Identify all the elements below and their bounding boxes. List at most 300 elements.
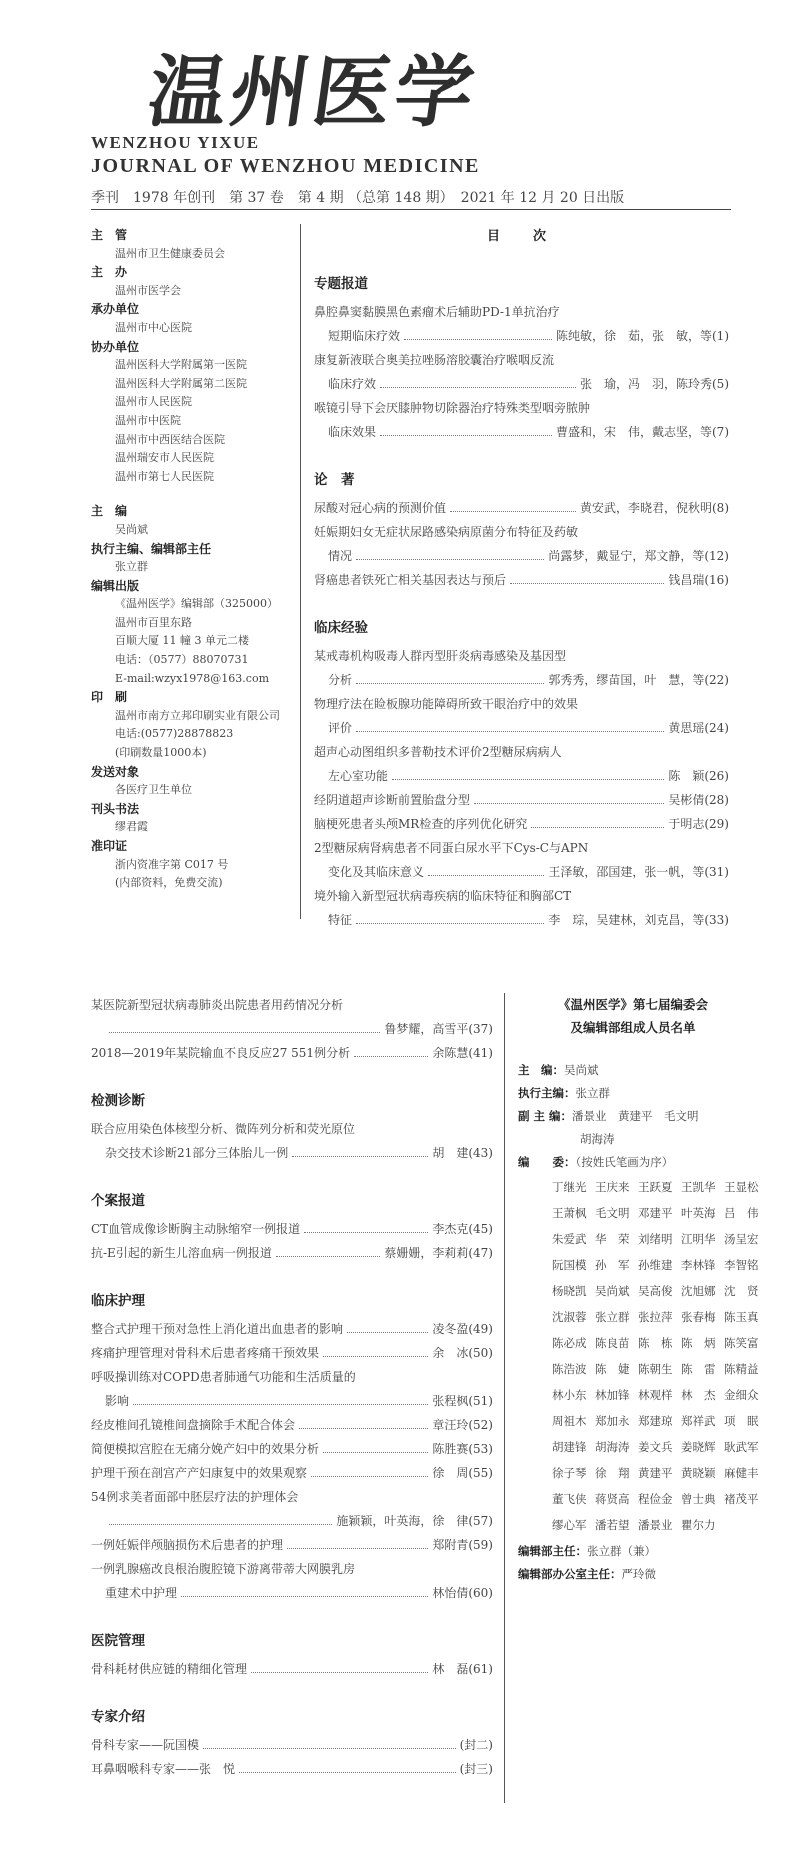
board-member-name: 瞿尔力	[681, 1518, 716, 1532]
board-member-name: 林加锋	[595, 1388, 630, 1402]
toc-entry-row	[91, 1533, 493, 1557]
board-deputy-names2: 胡海涛	[580, 1132, 615, 1146]
leader-dots	[404, 324, 552, 340]
toc-entry-page: (7)	[712, 425, 729, 439]
toc-entry-authors: 鲁梦耀，高雪平	[384, 1022, 469, 1036]
board-member-name: 丁继光	[552, 1180, 587, 1194]
board-member-name: 王萧枫	[552, 1206, 587, 1220]
toc-section-heading: 检测诊断	[91, 1093, 145, 1109]
toc-entry-page: (53)	[468, 1442, 493, 1456]
board-member-name: 刘绪明	[638, 1232, 673, 1246]
toc-entry-title: 呼吸操训练对COPD患者肺通气功能和生活质量的	[91, 1370, 356, 1384]
toc-entry-title-cont: 护理干预在剖宫产产妇康复中的效果观察	[91, 1466, 308, 1480]
sidebar-group	[91, 300, 291, 337]
toc-entry	[91, 1757, 493, 1781]
leader-dots	[356, 716, 664, 732]
board-members-note: （按姓氏笔画为序）	[575, 1155, 674, 1169]
sidebar-label: 承办单位	[91, 302, 140, 317]
editorial-board	[518, 993, 759, 1586]
toc-entry-title-cont: 影响	[105, 1394, 130, 1408]
board-member-name: 项 眠	[724, 1414, 759, 1428]
toc-entry-row	[91, 1437, 493, 1461]
toc-entry-row	[314, 764, 729, 788]
toc-entry-row	[91, 1757, 493, 1781]
toc-section-heading: 专题报道	[314, 276, 368, 292]
sidebar-value: 温州市医学会	[115, 283, 181, 297]
sidebar-label: 发送对象	[91, 764, 140, 779]
leader-dots	[380, 372, 576, 388]
sidebar-group	[91, 763, 291, 800]
sidebar-group	[91, 502, 291, 539]
toc-entry-title: 2型糖尿病肾病患者不同蛋白尿水平下Cys-C与APN	[314, 841, 589, 855]
leader-dots	[133, 1389, 428, 1405]
board-member-name: 江明华	[681, 1232, 716, 1246]
leader-dots	[181, 1581, 428, 1597]
board-office-director-name: 张立群（兼）	[587, 1544, 656, 1558]
toc-entry	[91, 1557, 493, 1605]
issue-line: 季刊 1978 年创刊 第 37 卷 第 4 期 （总第 148 期） 2021 年 12 月 20 日出版	[91, 190, 625, 206]
board-office-head-name: 严玲微	[621, 1567, 656, 1581]
board-member-name: 陈良苗	[595, 1336, 630, 1350]
toc-entry-title: 喉镜引导下会厌膝肿物切除器治疗特殊类型咽旁脓肿	[314, 401, 591, 415]
toc-entry-page: (12)	[704, 549, 729, 563]
toc-entry-row	[314, 668, 729, 692]
board-member-name: 姜晓辉	[681, 1440, 716, 1454]
toc-entry-page: (8)	[712, 501, 729, 515]
toc-entry	[91, 1341, 493, 1365]
toc-entry-title-cont: 骨科耗材供应链的精细化管理	[91, 1662, 248, 1676]
board-deputy-row2	[518, 1128, 748, 1151]
sidebar-value: 张立群	[115, 560, 148, 574]
toc-entry-authors: 郭秀秀，缪苗国，叶 慧，等	[548, 673, 705, 687]
toc-entry	[314, 348, 729, 396]
toc-entry-title: 鼻腔鼻窦黏膜黑色素瘤术后辅助PD-1单抗治疗	[314, 305, 560, 319]
toc-entry-title-cont: 肾癌患者铁死亡相关基因表达与预后	[314, 573, 507, 587]
board-member-name: 吴高俊	[638, 1284, 673, 1298]
leader-dots	[311, 1461, 428, 1477]
toc-entry-authors: 章汪玲	[432, 1418, 469, 1432]
sidebar-value: 温州市中心医院	[115, 320, 192, 334]
board-member-name: 毛文明	[595, 1206, 630, 1220]
toc-entry-title-cont: 临床效果	[328, 425, 377, 439]
sidebar-value: 电话：（0577）88070731	[115, 653, 249, 667]
toc-entry	[91, 1217, 493, 1241]
toc-entry-authors: 余陈慧	[432, 1046, 469, 1060]
toc-entry-title-cont: 一例妊娠伴颅脑损伤术后患者的护理	[91, 1538, 284, 1552]
leader-dots	[251, 1657, 428, 1673]
toc-entry-authors: 黄思瑶	[668, 721, 705, 735]
toc-entry-authors: 陈 颖	[668, 769, 705, 783]
toc-entry-page: (33)	[704, 913, 729, 927]
leader-dots	[276, 1241, 381, 1257]
toc-entry	[314, 396, 729, 444]
toc-entry-authors: 施颖颖，叶英海，徐 律	[336, 1514, 469, 1528]
board-member-name: 黄晓颖	[681, 1466, 716, 1480]
toc-entry-authors: 于明志	[668, 817, 705, 831]
board-member-name: 孙维建	[638, 1258, 673, 1272]
toc-entry-page: (28)	[704, 793, 729, 807]
board-title-line2: 及编辑部组成人员名单	[570, 1020, 696, 1035]
leader-dots	[304, 1217, 428, 1233]
toc-entry-page: (43)	[468, 1146, 493, 1160]
toc-entry-title-cont: 简便模拟宫腔在无痛分娩产妇中的效果分析	[91, 1442, 320, 1456]
toc-entry-row	[314, 544, 729, 568]
toc-entry-authors: 钱昌瑞	[668, 573, 705, 587]
toc-entry-page: (封二)	[459, 1738, 493, 1752]
toc-entry-title-cont: 脑梗死患者头颅MR检查的序列优化研究	[314, 817, 528, 831]
board-member-name: 陈 婕	[595, 1362, 630, 1376]
toc-entry-page: (24)	[704, 721, 729, 735]
board-member-name: 朱爱武	[552, 1232, 587, 1246]
toc-entry-page: (51)	[468, 1394, 493, 1408]
board-member-name: 王跃夏	[638, 1180, 673, 1194]
board-editor-label: 主 编：	[518, 1063, 564, 1077]
leader-dots	[292, 1141, 428, 1157]
board-member-name: 李智铭	[724, 1258, 759, 1272]
toc-entry	[91, 1365, 493, 1413]
sidebar-value: (印刷数量1000本)	[115, 746, 207, 760]
toc-entry	[91, 1533, 493, 1557]
board-member-name: 林观样	[638, 1388, 673, 1402]
sidebar-value: 温州市第七人民医院	[115, 469, 214, 483]
toc-entry-page: (61)	[468, 1662, 493, 1676]
leader-dots	[356, 544, 544, 560]
toc-entry-authors: 张 瑜，冯 羽，陈玲秀	[579, 377, 712, 391]
toc-entry-title-cont: 经阴道超声诊断前置胎盘分型	[314, 793, 471, 807]
board-member-name: 郑加永	[595, 1414, 630, 1428]
toc-entry-title: 一例乳腺癌改良根治腹腔镜下游离带蒂大网膜乳房	[91, 1562, 356, 1576]
leader-dots	[347, 1317, 428, 1333]
toc-entry	[314, 644, 729, 692]
toc-entry	[314, 812, 729, 836]
toc-entry-page: (50)	[468, 1346, 493, 1360]
toc-entry	[91, 1485, 493, 1533]
toc-entry	[91, 993, 493, 1041]
leader-dots	[474, 788, 664, 804]
sidebar-value: 《温州医学》编辑部（325000）	[115, 597, 278, 611]
board-editor-name: 吴尚斌	[564, 1063, 599, 1077]
board-member-name: 程俭金	[638, 1492, 673, 1506]
toc-entry	[314, 692, 729, 740]
board-member-name: 华 荣	[595, 1232, 630, 1246]
toc-entry-page: (41)	[468, 1046, 493, 1060]
leader-dots	[450, 496, 576, 512]
leader-dots	[323, 1341, 428, 1357]
toc-entry-title: 某医院新型冠状病毒肺炎出院患者用药情况分析	[91, 998, 344, 1012]
sidebar-value: 温州医科大学附属第二医院	[115, 376, 247, 390]
board-member-name: 陈 栋	[638, 1336, 673, 1350]
toc-entry-page: (1)	[712, 329, 729, 343]
sidebar-label: 刊头书法	[91, 801, 140, 816]
toc-entry-title: 康复新液联合奥美拉唑肠溶胶囊治疗喉咽反流	[314, 353, 555, 367]
sidebar-label: 主 管	[91, 228, 128, 242]
toc-entry-authors: 王泽敏，邵国建，张一帆，等	[548, 865, 705, 879]
logo-text: 温州医学	[142, 47, 484, 138]
board-member-name: 董飞侠	[552, 1492, 587, 1506]
sidebar-group	[91, 263, 291, 300]
toc-entry-page: (29)	[704, 817, 729, 831]
board-member-name: 孙 军	[595, 1258, 630, 1272]
toc-entry-title-cont: 耳鼻咽喉科专家——张 悦	[91, 1762, 236, 1776]
toc-entry-title-cont: 特征	[328, 913, 353, 927]
leader-dots	[380, 420, 552, 436]
toc-entry-row	[91, 1341, 493, 1365]
leader-dots	[109, 1509, 332, 1525]
sidebar-group	[91, 226, 291, 263]
toc-entry-title: 联合应用染色体核型分析、微阵列分析和荧光原位	[91, 1122, 356, 1136]
leader-dots	[299, 1413, 428, 1429]
toc-entry-row	[91, 1657, 493, 1681]
toc-entry-row	[314, 908, 729, 932]
sidebar-group	[91, 800, 291, 837]
sidebar-label: 准印证	[91, 839, 128, 853]
toc-entry	[91, 1657, 493, 1681]
sidebar-group	[91, 577, 291, 689]
leader-dots	[203, 1733, 456, 1749]
board-member-name: 潘景业	[638, 1518, 673, 1532]
toc-entry	[314, 568, 729, 592]
sidebar-value: 温州瑞安市人民医院	[115, 451, 214, 465]
toc-entry	[314, 740, 729, 788]
board-deputy-row	[518, 1105, 748, 1128]
board-member-name: 周祖木	[552, 1414, 587, 1428]
toc-entry-page: (60)	[468, 1586, 493, 1600]
board-member-name: 郑建琼	[638, 1414, 673, 1428]
toc-entry-title: 物理疗法在睑板腺功能障碍所致干眼治疗中的效果	[314, 697, 579, 711]
toc-entry-title-cont: 骨科专家——阮国模	[91, 1738, 200, 1752]
sidebar-label: 主 编	[91, 504, 128, 519]
toc-entry	[314, 300, 729, 348]
toc-entry-row	[91, 1461, 493, 1485]
toc-entry-authors: 陈胜赛	[432, 1442, 469, 1456]
leader-dots	[109, 1017, 380, 1033]
board-member-name: 张春梅	[681, 1310, 716, 1324]
sidebar-value: 温州市中医院	[115, 413, 181, 427]
board-member-name: 王庆来	[595, 1180, 630, 1194]
toc-entry-title-cont: 分析	[328, 673, 353, 687]
toc-entry-authors: 吴彬倩	[668, 793, 705, 807]
toc-entry-row	[314, 716, 729, 740]
board-member-name: 林小东	[552, 1388, 587, 1402]
board-member-name: 胡海涛	[595, 1440, 630, 1454]
toc-entry	[91, 1317, 493, 1341]
toc-entry	[91, 1241, 493, 1265]
toc-entry-authors: 胡 建	[432, 1146, 469, 1160]
sidebar-value: E-mail:wzyx1978@163.com	[115, 671, 270, 685]
board-office-head-label: 编辑部办公室主任：	[518, 1567, 622, 1581]
board-member-name: 褚茂平	[724, 1492, 759, 1506]
leader-dots	[239, 1757, 456, 1773]
toc-section-heading: 临床经验	[314, 620, 368, 636]
toc-entry-title: 54例求美者面部中胚层疗法的护理体会	[91, 1490, 299, 1504]
toc-entry-title: 超声心动图组织多普勒技术评价2型糖尿病病人	[314, 745, 562, 759]
toc-section-heading: 专家介绍	[91, 1709, 145, 1725]
board-member-name: 陈精益	[724, 1362, 759, 1376]
toc-entry-title-cont: 2018—2019年某院输血不良反应27 551例分析	[91, 1046, 351, 1060]
sidebar-value: 百顺大厦 11 幢 3 单元二楼	[115, 634, 249, 648]
sidebar-value: (内部资料，免费交流)	[115, 876, 223, 890]
column-divider-bottom	[504, 993, 505, 1803]
sidebar-label: 编辑出版	[91, 578, 140, 593]
toc-title: 目 次	[486, 229, 556, 244]
board-exec-row	[518, 1082, 748, 1105]
leader-dots	[531, 812, 664, 828]
toc-entry-title-cont: 重建术中护理	[105, 1586, 178, 1600]
toc-entry-page: (22)	[704, 673, 729, 687]
toc-entry-page: (封三)	[459, 1762, 493, 1776]
sidebar-value: 温州医科大学附属第一医院	[115, 358, 247, 372]
sidebar-value: 温州市百里东路	[115, 615, 192, 629]
toc-entry-row	[91, 1317, 493, 1341]
toc-entry	[91, 1733, 493, 1757]
toc-entry-title-cont: 经皮椎间孔镜椎间盘摘除手术配合体会	[91, 1418, 296, 1432]
toc-entry	[91, 1117, 493, 1165]
sidebar-value: 温州市人民医院	[115, 395, 192, 409]
board-member-name: 徐 翔	[595, 1466, 630, 1480]
sidebar-value: 温州市卫生健康委员会	[115, 246, 225, 260]
sidebar-value: 浙内资准字第 C017 号	[115, 857, 229, 871]
toc-entry	[314, 520, 729, 568]
toc-entry-row	[314, 568, 729, 592]
toc-entry-authors: 曹盛和，宋 伟，戴志坚，等	[555, 425, 712, 439]
board-member-name: 耿武军	[724, 1440, 759, 1454]
toc-entry-row	[91, 1389, 493, 1413]
board-member-name: 王显松	[724, 1180, 759, 1194]
board-exec-name: 张立群	[575, 1086, 610, 1100]
toc-entry-page: (57)	[468, 1514, 493, 1528]
sidebar-group	[91, 338, 291, 487]
toc-entry-row	[91, 1217, 493, 1241]
toc-entry-title-cont: 左心室功能	[328, 769, 389, 783]
toc-entry-authors: 黄安武，李晓君，倪秋明	[579, 501, 712, 515]
sidebar-value: 吴尚斌	[115, 522, 148, 536]
board-members-grid	[518, 1174, 759, 1538]
board-exec-label: 执行主编：	[518, 1086, 576, 1100]
toc-entry-title-cont: 整合式护理干预对急性上消化道出血患者的影响	[91, 1322, 344, 1336]
board-member-name: 吴尚斌	[595, 1284, 630, 1298]
board-member-name: 叶英海	[681, 1206, 716, 1220]
toc-entry-row	[314, 860, 729, 884]
toc-entry-authors: 蔡姗姗，李莉莉	[384, 1246, 469, 1260]
board-member-name: 陈 雷	[681, 1362, 716, 1376]
toc-entry-authors: 凌冬盈	[432, 1322, 469, 1336]
board-member-name: 吕 伟	[724, 1206, 759, 1220]
journal-logo-calligraphy	[142, 30, 484, 138]
sidebar-value: 电话:(0577)28878823	[115, 727, 234, 741]
toc-entry-row	[91, 1241, 493, 1265]
board-member-name: 杨晓凯	[552, 1284, 587, 1298]
toc-entry	[314, 836, 729, 884]
toc-section-heading: 临床护理	[91, 1293, 145, 1309]
sidebar-label: 印 刷	[91, 690, 128, 705]
toc-entry	[314, 884, 729, 932]
board-office-director-row	[518, 1540, 748, 1563]
board-member-name: 阮国模	[552, 1258, 587, 1272]
toc-entry	[314, 788, 729, 812]
toc-entry-title-cont: 评价	[328, 721, 353, 735]
board-member-name: 邓建平	[638, 1206, 673, 1220]
board-title-line1: 《温州医学》第七届编委会	[557, 997, 708, 1012]
board-member-name: 汤呈宏	[724, 1232, 759, 1246]
board-member-name: 林 杰	[681, 1388, 716, 1402]
toc-entry-row	[91, 1413, 493, 1437]
board-member-name: 胡建锋	[552, 1440, 587, 1454]
sidebar-label: 执行主编、编辑部主任	[91, 541, 212, 556]
board-member-name: 陈 炳	[681, 1336, 716, 1350]
toc-entry-row	[314, 372, 729, 396]
board-deputy-names: 潘景业 黄建平 毛文明	[572, 1109, 699, 1123]
sidebar-group	[91, 837, 291, 893]
table-of-contents-bottom	[91, 993, 493, 1781]
toc-entry-title: 境外输入新型冠状病毒疾病的临床特征和胸部CT	[314, 889, 572, 903]
toc-entry-authors: 林怡倩	[432, 1586, 469, 1600]
toc-entry-title-cont: 短期临床疗效	[328, 329, 401, 343]
toc-entry-title-cont: 疼痛护理管理对骨科术后患者疼痛干预效果	[91, 1346, 320, 1360]
title-english: JOURNAL OF WENZHOU MEDICINE	[91, 155, 480, 177]
table-of-contents-top	[314, 226, 729, 932]
board-office-head-row	[518, 1563, 748, 1586]
board-member-name: 麻健丰	[724, 1466, 759, 1480]
toc-entry-row	[91, 1581, 493, 1605]
toc-entry-page: (16)	[704, 573, 729, 587]
toc-entry-row	[314, 324, 729, 348]
leader-dots	[392, 764, 664, 780]
sidebar-value: 各医疗卫生单位	[115, 783, 192, 797]
toc-entry-row	[91, 1733, 493, 1757]
toc-entry-page: (47)	[468, 1246, 493, 1260]
sidebar-group	[91, 540, 291, 577]
board-member-name: 郑祥武	[681, 1414, 716, 1428]
board-deputy-label: 副 主 编：	[518, 1109, 573, 1123]
board-member-name: 李林锋	[681, 1258, 716, 1272]
board-member-name: 沈 贤	[724, 1284, 759, 1298]
sidebar-label: 协办单位	[91, 339, 140, 354]
board-member-name: 黄建平	[638, 1466, 673, 1480]
toc-entry	[91, 1041, 493, 1065]
leader-dots	[287, 1533, 428, 1549]
toc-entry-authors: 陈纯敏，徐 茹，张 敏，等	[555, 329, 712, 343]
header-divider	[91, 209, 731, 210]
toc-entry-row	[314, 788, 729, 812]
sidebar-value: 温州市南方立邦印刷实业有限公司	[115, 708, 280, 722]
toc-section-heading: 医院管理	[91, 1633, 145, 1649]
board-member-name: 张立群	[595, 1310, 630, 1324]
toc-entry-title-cont: 临床疗效	[328, 377, 377, 391]
board-member-name: 金细众	[724, 1388, 759, 1402]
board-member-name: 蒋贤高	[595, 1492, 630, 1506]
toc-entry-title-cont: 变化及其临床意义	[328, 865, 425, 879]
board-members-label: 编 委：	[518, 1155, 576, 1169]
board-member-name: 张拉萍	[638, 1310, 673, 1324]
toc-entry-page: (31)	[704, 865, 729, 879]
board-member-name: 陈笑富	[724, 1336, 759, 1350]
toc-entry-page: (55)	[468, 1466, 493, 1480]
board-editor-row	[518, 1059, 748, 1082]
sidebar-label: 主 办	[91, 265, 128, 280]
board-member-name: 徐子琴	[552, 1466, 587, 1480]
toc-entry-authors: 郑附青	[432, 1538, 469, 1552]
board-member-name: 陈朝生	[638, 1362, 673, 1376]
toc-entry-authors: 尚露梦，戴显宁，郑文静，等	[548, 549, 705, 563]
toc-entry-row	[91, 1017, 493, 1041]
board-members-row	[518, 1151, 748, 1174]
toc-entry-authors: 李杰克	[432, 1222, 469, 1236]
toc-entry-authors: 余 冰	[432, 1346, 469, 1360]
toc-entry-authors: 李 琮，吴建林，刘克昌，等	[548, 913, 705, 927]
toc-entry-row	[314, 420, 729, 444]
publication-info-sidebar	[91, 226, 291, 893]
toc-entry-title-cont: CT血管成像诊断胸主动脉缩窄一例报道	[91, 1222, 301, 1236]
